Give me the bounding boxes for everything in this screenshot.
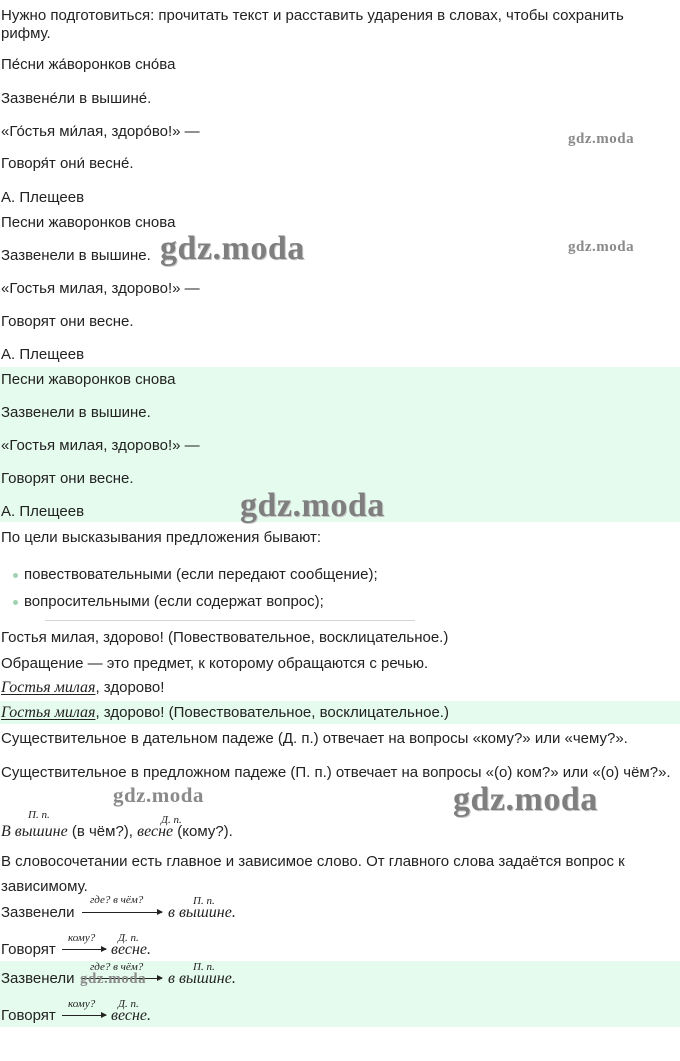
watermark: gdz.moda: [240, 487, 385, 524]
address-rest: , здорово! (Повествовательное, восклицательное.): [95, 704, 449, 721]
poem-stressed-line-4: Говоря́т они́ весне́.: [1, 155, 134, 172]
prepositional-rule: Существительное в предложном падеже (П. п.) отвечает на вопросы «(о) ком?» или «(о) чём?».: [1, 764, 671, 781]
poem-line-4: Говорят они весне.: [1, 470, 134, 487]
phrase-dependent: весне.: [111, 1007, 151, 1024]
poem-line-3: «Гостья милая, здорово!» —: [1, 280, 200, 297]
address-definition: Обращение — это предмет, к которому обращаются с речью.: [1, 655, 429, 672]
phrase-case: Д. п.: [118, 998, 139, 1010]
poem-line-2: Зазвенели в вышине.: [1, 404, 151, 421]
phrase-case: П. п.: [193, 961, 215, 973]
case-word-2: весне: [137, 823, 174, 840]
watermark: gdz.moda: [568, 131, 635, 147]
watermark: gdz.moda: [80, 971, 147, 987]
phrase-rule: В словосочетании есть главное и зависимое слово. От главного слова задаётся вопрос к зависимому.: [1, 853, 625, 895]
arrow: [62, 1015, 106, 1016]
phrase-dependent: весне.: [111, 941, 151, 958]
phrase-question: где? в чём?: [90, 961, 144, 973]
clipped-list-item: [45, 620, 415, 625]
purpose-intro: По цели высказывания предложения бывают:: [1, 529, 322, 546]
purpose-item: вопросительными (если содержат вопрос);: [24, 593, 324, 610]
phrase-dependent: в вышине.: [168, 904, 236, 921]
phrase-question: кому?: [68, 932, 96, 944]
poem-author: А. Плещеев: [1, 503, 85, 520]
arrow: [62, 949, 106, 950]
case-question-2: (кому?).: [173, 823, 233, 840]
bullet: [13, 573, 18, 578]
poem-stressed-line-2: Зазвене́ли в вышине́.: [1, 90, 152, 107]
poem-line-1: Песни жаворонков снова: [1, 214, 176, 231]
phrase-question: где? в чём?: [90, 894, 144, 906]
poem-stressed-line-3: «Го́стья ми́лая, здоро́во!» —: [1, 123, 200, 140]
case-word-1: В вышине: [1, 823, 68, 840]
case-example: [1, 823, 233, 841]
task-intro: Нужно подготовиться: прочитать текст и расставить ударения в словах, чтобы сохранить рифму.: [1, 7, 624, 42]
poem-line-3: «Гостья милая, здорово!» —: [1, 437, 200, 454]
address-underlined: Гостья милая: [1, 704, 96, 721]
case-label-1: П. п.: [28, 809, 50, 821]
address-example-full: [1, 704, 449, 722]
watermark: gdz.moda: [160, 230, 305, 267]
phrase-main: Говорят: [1, 941, 56, 958]
phrase-question: кому?: [68, 998, 96, 1010]
phrase-main: Зазвенели: [1, 904, 75, 921]
address-rest: , здорово!: [95, 679, 165, 696]
arrow: [82, 912, 162, 913]
address-example: [1, 679, 164, 697]
purpose-item: повествовательными (если передают сообщение);: [24, 566, 378, 583]
watermark: gdz.moda: [568, 239, 635, 255]
poem-stressed-line-1: Пе́сни жа́воронков сно́ва: [1, 56, 176, 73]
poem-line-1: Песни жаворонков снова: [1, 371, 176, 388]
phrase-main: Зазвенели: [1, 970, 75, 987]
poem-author: А. Плещеев: [1, 346, 85, 363]
bullet: [13, 600, 18, 605]
address-underlined: Гостья милая: [1, 679, 96, 696]
phrase-case: Д. п.: [118, 932, 139, 944]
poem-line-2: Зазвенели в вышине.: [1, 247, 151, 264]
watermark: gdz.moda: [453, 781, 598, 818]
poem-line-4: Говорят они весне.: [1, 313, 134, 330]
case-question-1: (в чём?),: [67, 823, 138, 840]
poem-author: А. Плещеев: [1, 189, 85, 206]
case-label-2: Д. п.: [161, 814, 182, 826]
dative-rule: Существительное в дательном падеже (Д. п.) отвечает на вопросы «кому?» или «чему?».: [1, 730, 628, 747]
watermark: gdz.moda: [113, 783, 204, 807]
sentence-analysis: Гостья милая, здорово! (Повествовательное, восклицательное.): [1, 629, 449, 646]
phrase-dependent: в вышине.: [168, 970, 236, 987]
phrase-main: Говорят: [1, 1007, 56, 1024]
phrase-case: П. п.: [193, 895, 215, 907]
